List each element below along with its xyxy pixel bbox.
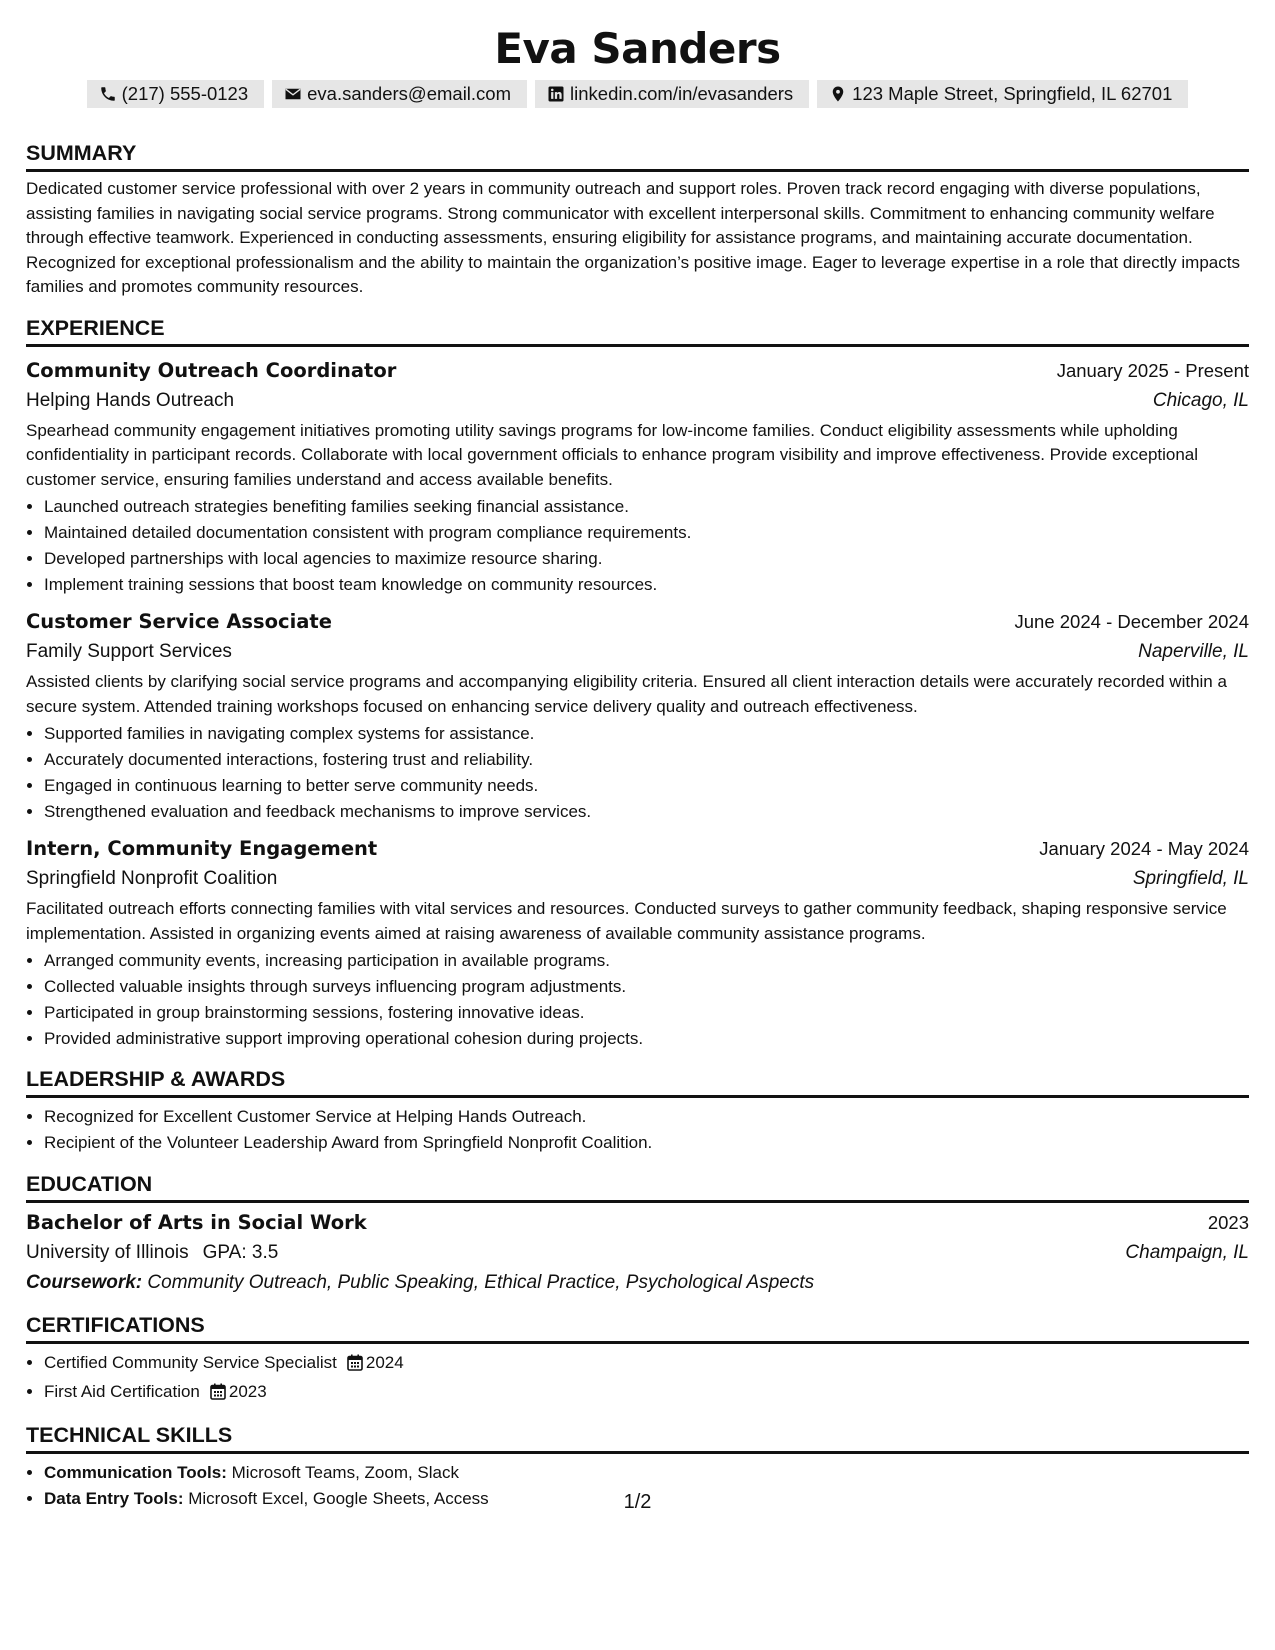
skill-value: Microsoft Teams, Zoom, Slack: [231, 1463, 459, 1482]
certifications-list: [26, 1350, 1249, 1408]
calendar-icon: [210, 1382, 226, 1408]
list-item: • Implement training sessions that boost team knowledge on community resources.: [44, 572, 1249, 598]
job-organization: Springfield Nonprofit Coalition: [26, 868, 278, 889]
job-location: Naperville, IL: [1138, 641, 1249, 662]
linkedin-text[interactable]: linkedin.com/in/evasanders: [570, 83, 794, 104]
list-item: • Recognized for Excellent Customer Service at Helping Hands Outreach.: [44, 1104, 1249, 1130]
school-location: Champaign, IL: [1125, 1242, 1249, 1263]
certification-name: First Aid Certification: [44, 1382, 200, 1401]
envelope-icon: [284, 85, 302, 103]
linkedin-icon: [547, 85, 565, 103]
section-title-summary: SUMMARY: [26, 140, 1249, 172]
list-item: • Maintained detailed documentation consistent with program compliance requirements.: [44, 520, 1249, 546]
list-item: [44, 1350, 1249, 1379]
school-name: University of Illinois: [26, 1242, 189, 1263]
summary-text: Dedicated customer service professional with over 2 years in community outreach and support roles. Proven track record engaging with diverse populations, assisting families in navigating social service programs. Strong communicator with excellent interpersonal skills. Commitment to enhancing community welfare through effective teamwork. Experienced in conducting assessments, ensuring eligibility for assistance programs, and maintaining accurate documentation. Recognized for exceptional professionalism and the ability to maintain the organization’s positive image. Eager to leverage expertise in a role that directly impacts families and promotes community resources.: [26, 179, 1240, 296]
skill-value: Microsoft Excel, Google Sheets, Access: [188, 1489, 489, 1508]
list-item: • Collected valuable insights through surveys influencing program adjustments.: [44, 974, 1249, 1000]
section-title-leadership: LEADERSHIP & AWARDS: [26, 1066, 1249, 1098]
list-item: [44, 1379, 1249, 1408]
phone-text: (217) 555-0123: [121, 83, 249, 104]
job-description: Facilitated outreach efforts connecting families with vital services and resources. Conducted surveys to gather community feedback, shaping responsive service implementation. Assisted in organizing events aimed at raising awareness of available community assistance programs.: [26, 899, 1227, 943]
list-item: [44, 1460, 1249, 1486]
experience-entry: [26, 607, 1249, 825]
school-line: [26, 1238, 278, 1268]
contact-phone: [87, 80, 265, 108]
contact-bar: [26, 80, 1249, 108]
list-item: • Arranged community events, increasing participation in available programs.: [44, 948, 1249, 974]
job-dates: June 2024 - December 2024: [1014, 611, 1249, 632]
section-title-certifications: CERTIFICATIONS: [26, 1312, 1249, 1344]
job-dates: January 2025 - Present: [1056, 359, 1249, 381]
list-item: • Developed partnerships with local agencies to maximize resource sharing.: [44, 546, 1249, 572]
address-text: 123 Maple Street, Springfield, IL 62701: [852, 83, 1173, 104]
graduation-year: 2023: [1207, 1212, 1249, 1233]
job-title: Community Outreach Coordinator: [26, 358, 397, 382]
job-location: Chicago, IL: [1152, 389, 1249, 411]
coursework: [26, 1268, 1249, 1298]
email-text[interactable]: eva.sanders@email.com: [307, 83, 512, 104]
certification-year: 2024: [365, 1353, 404, 1372]
list-item: • Provided administrative support improving operational cohesion during projects.: [44, 1026, 1249, 1052]
section-title-education: EDUCATION: [26, 1171, 1249, 1203]
job-title: Intern, Community Engagement: [26, 837, 378, 860]
skill-label: Data Entry Tools:: [44, 1489, 184, 1508]
coursework-list: Community Outreach, Public Speaking, Ethical Practice, Psychological Aspects: [147, 1272, 815, 1293]
list-item: • Recipient of the Volunteer Leadership Award from Springfield Nonprofit Coalition.: [44, 1130, 1249, 1156]
certification-year: 2023: [228, 1382, 267, 1401]
contact-address: [817, 80, 1188, 108]
degree: Bachelor of Arts in Social Work: [26, 1211, 367, 1234]
job-title: Customer Service Associate: [26, 610, 332, 633]
contact-linkedin[interactable]: [535, 80, 809, 108]
experience-entry: [26, 834, 1249, 1052]
job-bullets: [26, 948, 1249, 1052]
page-number: 1/2: [623, 1491, 652, 1513]
leadership-list: [26, 1104, 1249, 1156]
job-description: Assisted clients by clarifying social service programs and accompanying eligibility criteria. Ensured all client interaction details were accurately recorded within a secure system. Attended training workshops focused on enhancing service delivery quality and outreach effectiveness.: [26, 672, 1227, 716]
coursework-label: Coursework:: [26, 1272, 143, 1293]
job-dates: January 2024 - May 2024: [1039, 838, 1249, 859]
section-title-experience: EXPERIENCE: [26, 315, 1249, 347]
job-bullets: [26, 494, 1249, 598]
job-location: Springfield, IL: [1132, 868, 1249, 889]
list-item: • Accurately documented interactions, fostering trust and reliability.: [44, 747, 1249, 773]
experience-entry: [26, 356, 1249, 599]
certification-name: Certified Community Service Specialist: [44, 1353, 337, 1372]
map-pin-icon: [829, 85, 847, 103]
job-organization: Family Support Services: [26, 641, 232, 662]
list-item: • Participated in group brainstorming sessions, fostering innovative ideas.: [44, 1000, 1249, 1026]
list-item: • Supported families in navigating complex systems for assistance.: [44, 721, 1249, 747]
calendar-icon: [347, 1353, 363, 1379]
education-entry: [26, 1208, 1249, 1298]
skill-label: Communication Tools:: [44, 1463, 227, 1482]
gpa: GPA: 3.5: [202, 1242, 279, 1263]
job-description: Spearhead community engagement initiatives promoting utility savings programs for low-income families. Conduct eligibility assessments while upholding confidentiality in participant records. Collaborate with local government officials to enhance program visibility and improve effectiveness. Provide exceptional customer service, ensuring families understand and access available benefits.: [26, 420, 1199, 489]
job-organization: Helping Hands Outreach: [26, 389, 235, 411]
section-title-skills: TECHNICAL SKILLS: [26, 1422, 1249, 1454]
phone-icon: [99, 85, 117, 103]
list-item: • Launched outreach strategies benefiting families seeking financial assistance.: [44, 494, 1249, 520]
contact-email[interactable]: [272, 80, 527, 108]
candidate-name: Eva Sanders: [494, 24, 781, 73]
list-item: • Engaged in continuous learning to better serve community needs.: [44, 773, 1249, 799]
list-item: • Strengthened evaluation and feedback mechanisms to improve services.: [44, 799, 1249, 825]
resume-page: [26, 0, 1249, 1512]
job-bullets: [26, 721, 1249, 825]
